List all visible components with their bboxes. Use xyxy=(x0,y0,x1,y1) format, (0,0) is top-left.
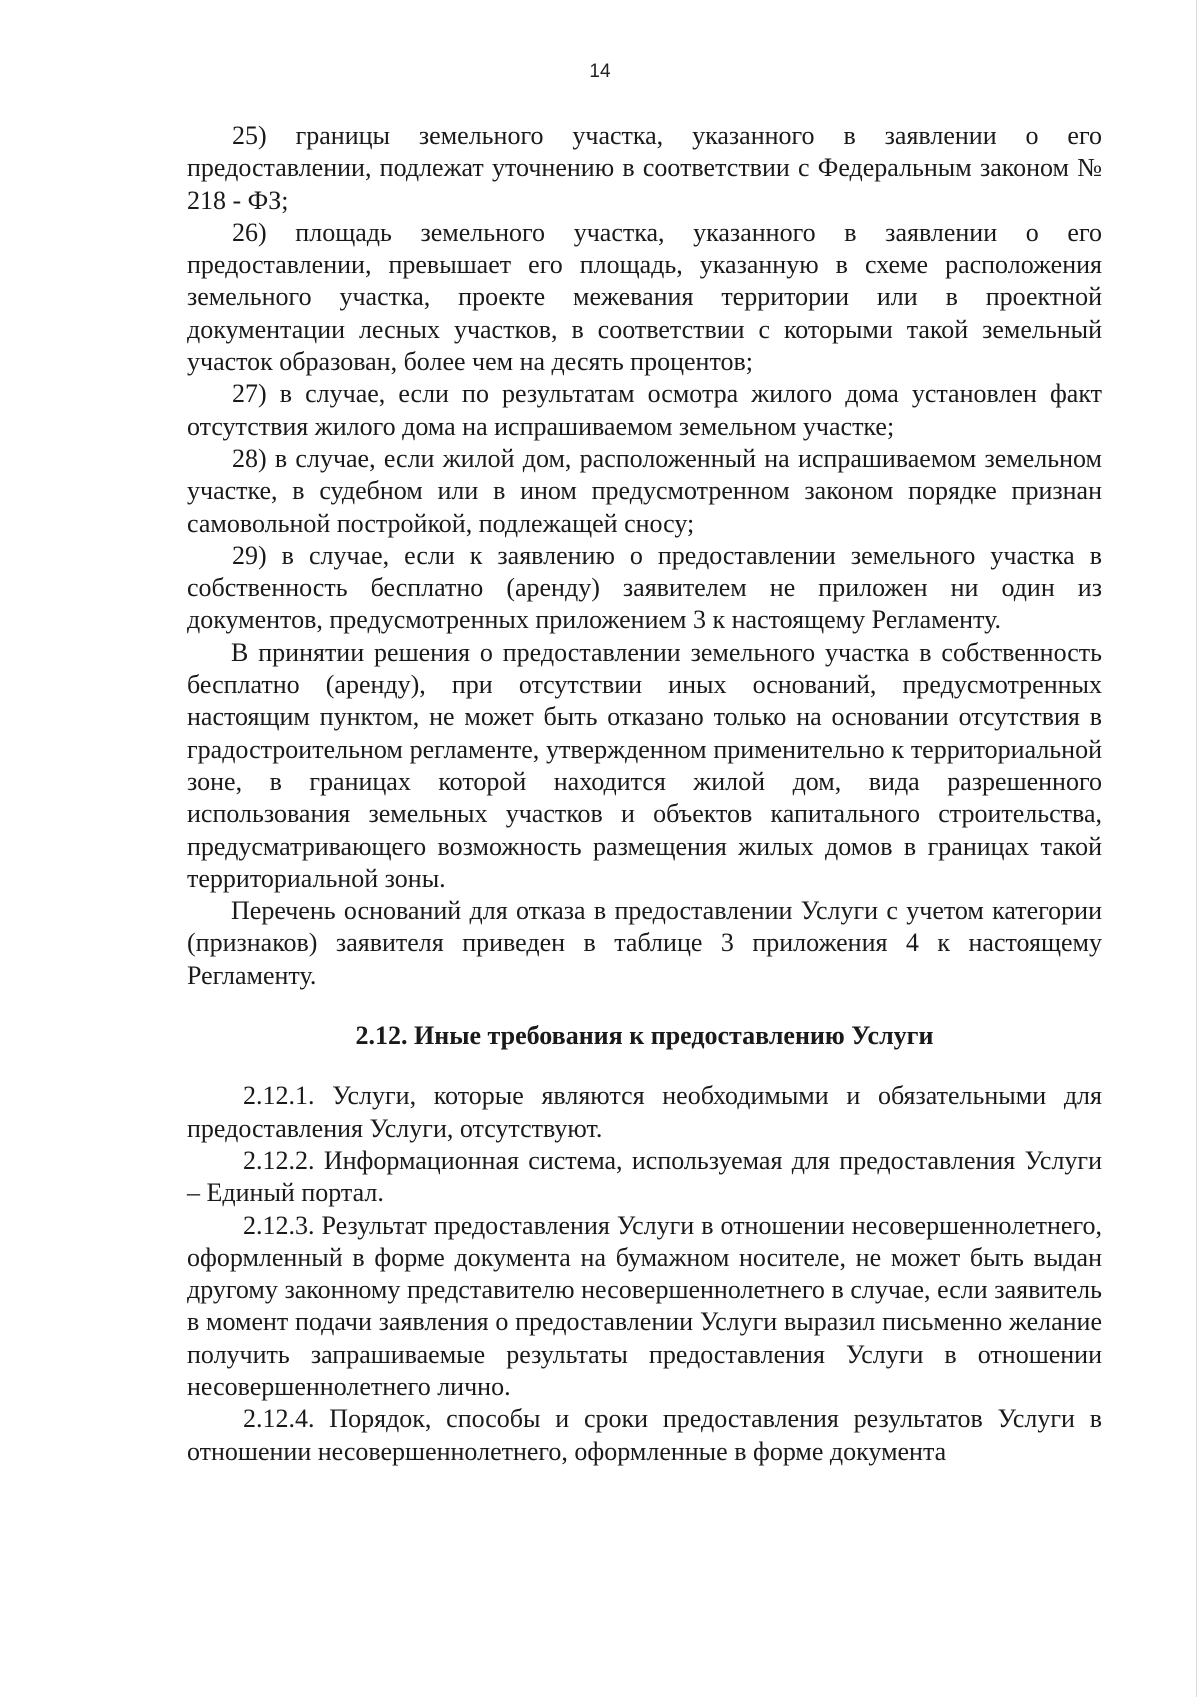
list-item-25: 25) границы земельного участка, указанного в заявлении о его предоставлении, подлежат уточнению в соответствии с Федеральным законом № 218 - ФЗ; xyxy=(187,121,1102,215)
list-item-26: 26) площадь земельного участка, указанного в заявлении о его предоставлении, превышает его площадь, указанную в схеме расположения земельного участка, проекте межевания территории или в проектной документации лесных участков, в соответствии с которыми такой земельный участок образован, более чем на десять процентов; xyxy=(187,217,1102,377)
section-heading: 2.12. Иные требования к предоставлению Услуги xyxy=(355,1021,934,1051)
page-number: 14 xyxy=(589,61,611,82)
subitem-2-12-1: 2.12.1. Услуги, которые являются необходимыми и обязательными для предоставления Услуги, отсутствуют. xyxy=(187,1081,1102,1143)
list-item-29: 29) в случае, если к заявлению о предоставлении земельного участка в собственность бесплатно (аренду) заявителем не приложен ни один из документов, предусмотренных приложением 3 к настоящему Регламенту. xyxy=(187,540,1102,635)
subitem-2-12-3: 2.12.3. Результат предоставления Услуги в отношении несовершеннолетнего, оформленный в форме документа на бумажном носителе, не может быть выдан другому законному представителю несовершеннолетнего в случае, если заявитель в момент подачи заявления о предоставлении Услуги выразил письменно желание получить запрашиваемые результаты предоставления Услуги в отношении несовершеннолетнего лично. xyxy=(187,1210,1102,1401)
list-item-27: 27) в случае, если по результатам осмотра жилого дома установлен факт отсутствия жилого дома на испрашиваемом земельном участке; xyxy=(187,379,1102,441)
paragraph-refusal-list-reference: Перечень оснований для отказа в предоставлении Услуги с учетом категории (признаков) заявителя приведен в таблице 3 приложения 4 к настоящему Регламенту. xyxy=(187,896,1102,990)
subitem-2-12-2: 2.12.2. Информационная система, используемая для предоставления Услуги – Единый портал. xyxy=(187,1145,1102,1208)
page-edge-line xyxy=(1196,0,1197,1697)
paragraph-refusal-exception: В принятии решения о предоставлении земельного участка в собственность бесплатно (аренду), при отсутствии иных оснований, предусмотренных настоящим пунктом, не может быть отказано только на основании отсутствия в градостроительном регламенте, утвержденном применительно к территориальной зоне, в границах которой находится жилой дом, вида разрешенного использования земельных участков и объектов капитального строительства, предусматривающего возможность размещения жилых домов в границах такой территориальной зоны. xyxy=(187,637,1102,893)
document-body xyxy=(187,120,1102,1468)
subitem-2-12-4: 2.12.4. Порядок, способы и сроки предоставления результатов Услуги в отношении несовершеннолетнего, оформленные в форме документа xyxy=(187,1404,1102,1466)
list-item-28: 28) в случае, если жилой дом, расположенный на испрашиваемом земельном участке, в судебном или в ином предусмотренном законом порядке признан самовольной постройкой, подлежащей сносу; xyxy=(187,443,1102,538)
